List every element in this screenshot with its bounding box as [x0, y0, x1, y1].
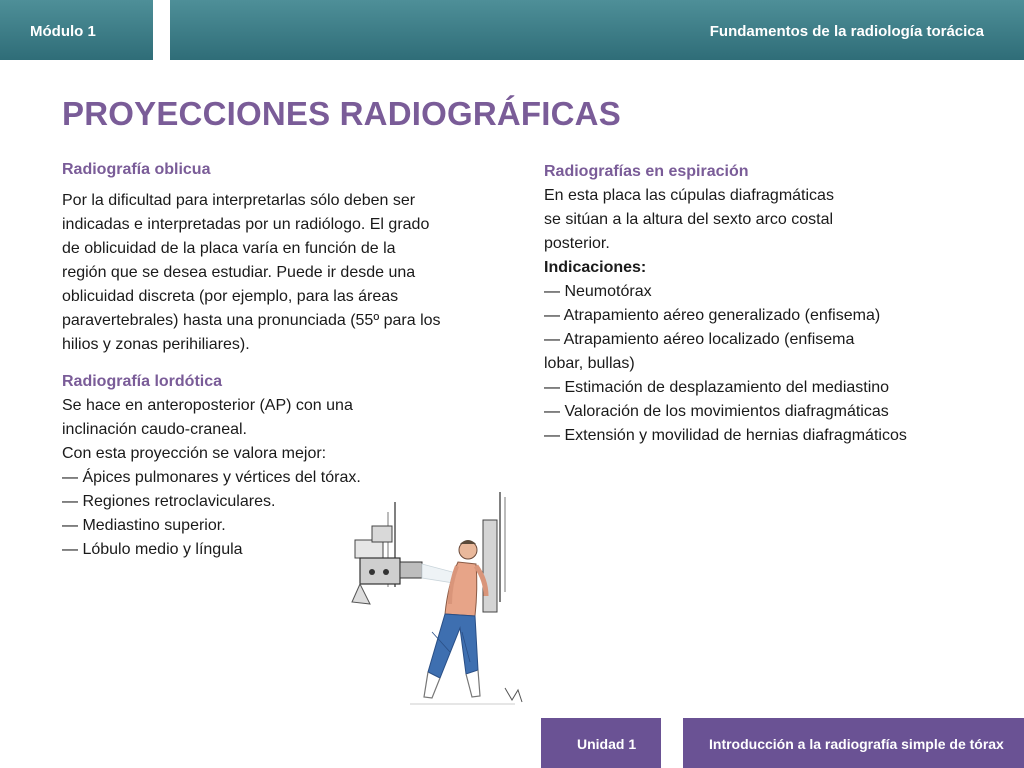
unit-title: Introducción a la radiografía simple de tórax [709, 736, 1004, 752]
expiration-heading: Radiografías en espiración [544, 163, 749, 180]
module-tab [0, 0, 153, 60]
course-title: Fundamentos de la radiología torácica [709, 23, 984, 40]
lordotic-line: Con esta proyección se valora mejor: [62, 445, 327, 462]
lordotic-heading: Radiografía lordótica [62, 373, 223, 390]
indications-label: Indicaciones: [544, 259, 647, 276]
right-column [544, 160, 1004, 448]
indication-item: — Extensión y movilidad de hernias diafragmáticos [544, 427, 907, 444]
indication-item: — Atrapamiento aéreo localizado (enfisema [544, 331, 855, 348]
indication-item: — Estimación de desplazamiento del mediastino [544, 379, 890, 396]
indication-item: lobar, bullas) [544, 355, 635, 372]
unit-label: Unidad 1 [577, 736, 637, 752]
indication-item: — Atrapamiento aéreo generalizado (enfisema) [544, 307, 881, 324]
oblique-line: de oblicuidad de la placa varía en función de la [62, 240, 396, 257]
expiration-line: se sitúan a la altura del sexto arco costal [544, 211, 834, 228]
oblique-line: paravertebrales) hasta una pronunciada (55º para los [62, 312, 441, 329]
page-title: PROYECCIONES RADIOGRÁFICAS [62, 95, 621, 132]
oblique-line: indicadas e interpretadas por un radiólogo. El grado [62, 216, 430, 233]
lordotic-line: — Ápices pulmonares y vértices del tórax. [62, 469, 361, 486]
lordotic-line: — Lóbulo medio y língula [62, 541, 243, 558]
lordotic-line: Se hace en anteroposterior (AP) con una [62, 397, 353, 414]
expiration-body [544, 184, 1004, 448]
oblique-line: hilios y zonas perihiliares). [62, 336, 250, 353]
lordotic-line: — Mediastino superior. [62, 517, 226, 534]
oblique-line: región que se desea estudiar. Puede ir desde una [62, 264, 416, 281]
expiration-line: En esta placa las cúpulas diafragmáticas [544, 187, 834, 204]
lordotic-line: — Regiones retroclaviculares. [62, 493, 276, 510]
module-label: Módulo 1 [30, 23, 96, 40]
oblique-line: Por la dificultad para interpretarlas sólo deben ser [62, 192, 416, 209]
indication-item: — Valoración de los movimientos diafragmáticas [544, 403, 889, 420]
lordotic-projection-illustration [300, 492, 536, 722]
unit-title-bar [683, 718, 1024, 768]
oblique-heading: Radiografía oblicua [62, 161, 211, 178]
oblique-line: oblicuidad discreta (por ejemplo, para las áreas [62, 288, 399, 305]
oblique-section [62, 158, 502, 357]
oblique-body [62, 189, 502, 357]
course-header [170, 0, 1024, 60]
lordotic-line: inclinación caudo-craneal. [62, 421, 247, 438]
indication-item: — Neumotórax [544, 283, 652, 300]
unit-tab [541, 718, 661, 768]
expiration-line: posterior. [544, 235, 610, 252]
